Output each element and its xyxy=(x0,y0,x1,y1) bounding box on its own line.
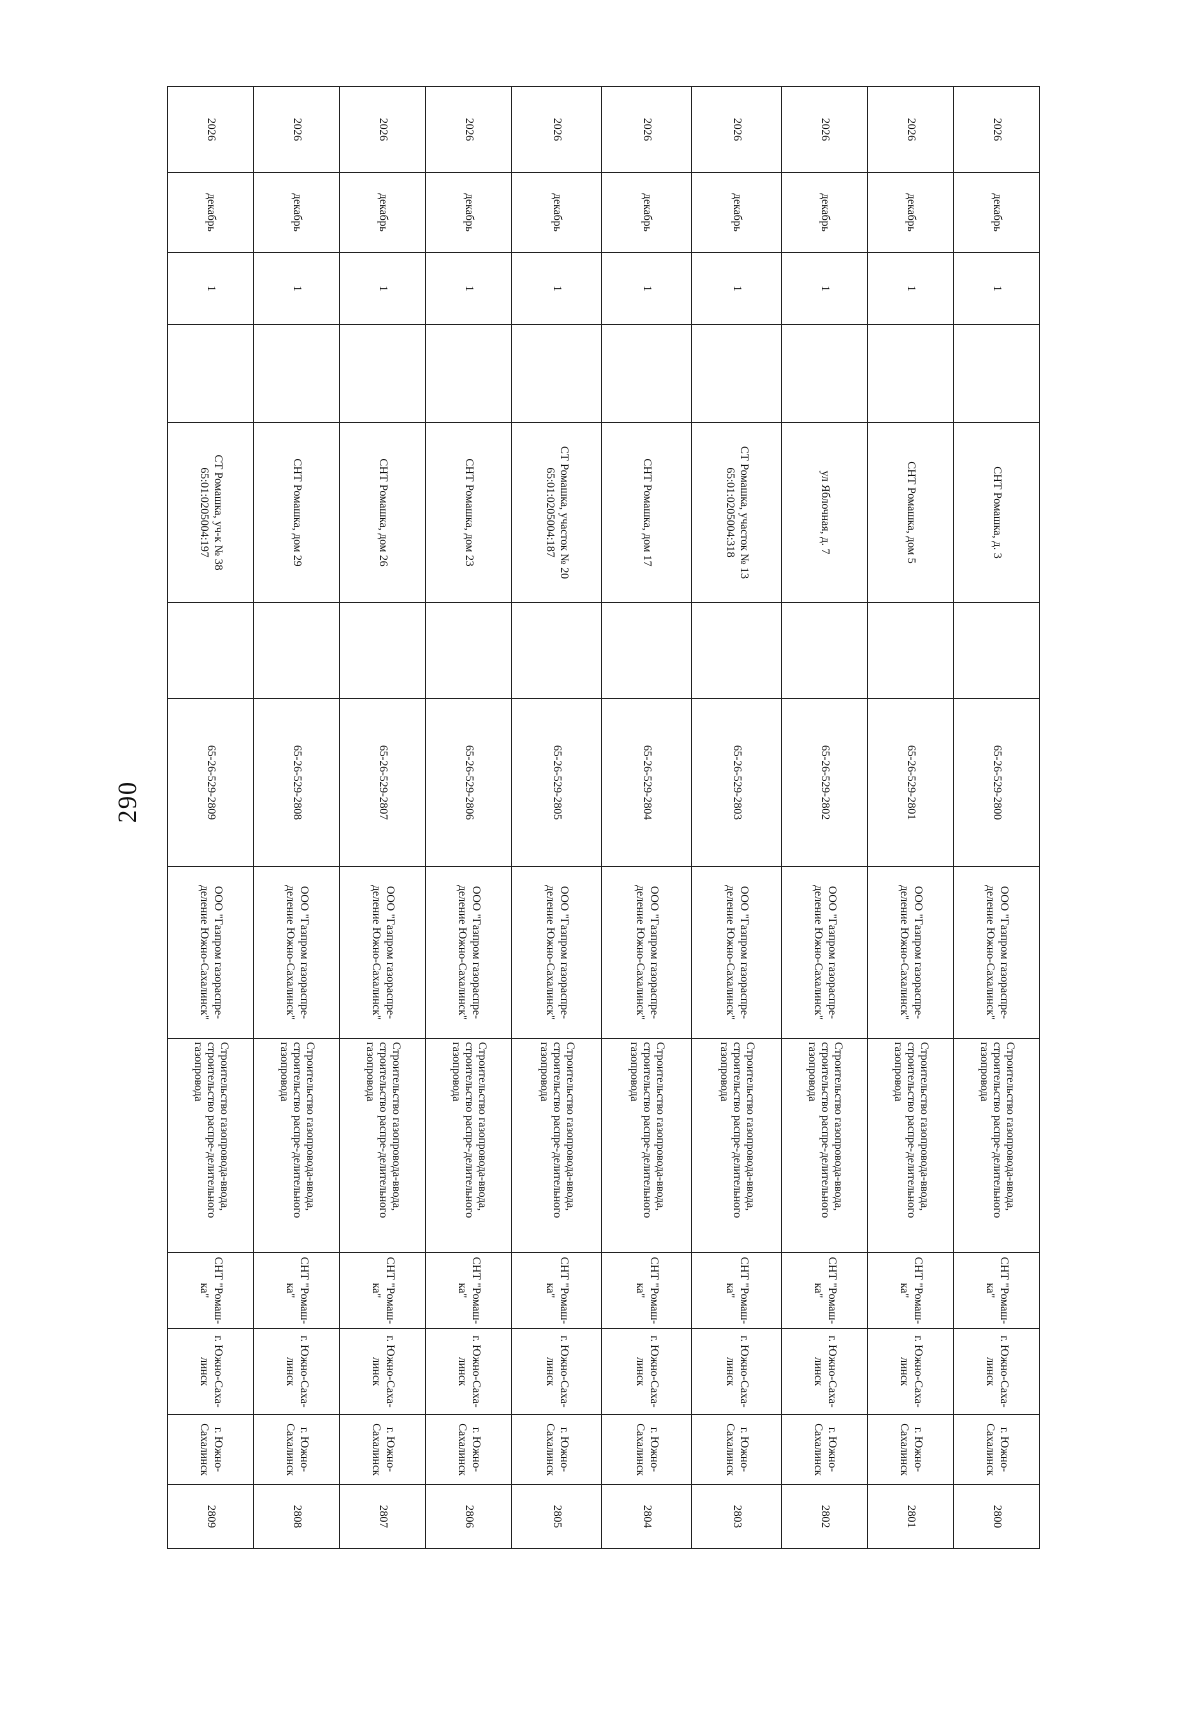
locality-cell: г. Южно-Саха-линск xyxy=(340,1329,426,1415)
district-cell: г. Южно-Сахалинск xyxy=(692,1415,782,1485)
code-cell: 65-26-529-2801 xyxy=(868,699,954,867)
locality-cell: г. Южно-Саха-линск xyxy=(168,1329,254,1415)
district-cell: г. Южно-Сахалинск xyxy=(782,1415,868,1485)
district-cell: г. Южно-Сахалинск xyxy=(602,1415,692,1485)
extra-cell xyxy=(168,325,254,423)
description-cell: Строительство газопровода-ввода, строительство распре-делительного газопровода xyxy=(512,1039,602,1253)
month-cell: декабрь xyxy=(512,173,602,253)
table-row xyxy=(782,87,868,1549)
organization-cell: ООО "Газпром газораспре-деление Южно-Сахалинск" xyxy=(954,867,1040,1039)
address-cell: СНТ Ромашка, дом 29 xyxy=(254,423,340,603)
row-number-cell: 2801 xyxy=(868,1485,954,1549)
count-cell: 1 xyxy=(340,253,426,325)
code-cell: 65-26-529-2808 xyxy=(254,699,340,867)
locality-cell: г. Южно-Саха-линск xyxy=(954,1329,1040,1415)
object-cell: СНТ "Ромаш-ка" xyxy=(602,1253,692,1329)
organization-cell: ООО "Газпром газораспре-деление Южно-Сахалинск" xyxy=(692,867,782,1039)
object-cell: СНТ "Ромаш-ка" xyxy=(340,1253,426,1329)
count-cell: 1 xyxy=(254,253,340,325)
address-cell: СНТ Ромашка, дом 17 xyxy=(602,423,692,603)
district-cell: г. Южно-Сахалинск xyxy=(168,1415,254,1485)
count-cell: 1 xyxy=(954,253,1040,325)
table-row xyxy=(868,87,954,1549)
year-cell: 2026 xyxy=(340,87,426,173)
address-cell: СНТ Ромашка, д. 3 xyxy=(954,423,1040,603)
month-cell: декабрь xyxy=(602,173,692,253)
address-cell: СНТ Ромашка, дом 23 xyxy=(426,423,512,603)
object-cell: СНТ "Ромаш-ка" xyxy=(426,1253,512,1329)
month-cell: декабрь xyxy=(954,173,1040,253)
year-cell: 2026 xyxy=(602,87,692,173)
extra-cell xyxy=(426,325,512,423)
code-cell: 65-26-529-2805 xyxy=(512,699,602,867)
description-cell: Строительство газопровода-ввода, строительство распре-делительного газопровода xyxy=(168,1039,254,1253)
district-cell: г. Южно-Сахалинск xyxy=(512,1415,602,1485)
year-cell: 2026 xyxy=(168,87,254,173)
extra-cell xyxy=(868,325,954,423)
object-cell: СНТ "Ромаш-ка" xyxy=(782,1253,868,1329)
table-row xyxy=(426,87,512,1549)
code-cell: 65-26-529-2800 xyxy=(954,699,1040,867)
description-cell: Строительство газопровода-ввода, строительство распре-делительного газопровода xyxy=(340,1039,426,1253)
district-cell: г. Южно-Сахалинск xyxy=(954,1415,1040,1485)
row-number-cell: 2802 xyxy=(782,1485,868,1549)
gas-connection-table xyxy=(167,86,1040,1549)
document-table-wrapper xyxy=(176,86,1040,1548)
organization-cell: ООО "Газпром газораспре-деление Южно-Сахалинск" xyxy=(340,867,426,1039)
count-cell: 1 xyxy=(426,253,512,325)
locality-cell: г. Южно-Саха-линск xyxy=(254,1329,340,1415)
address-cell: ул Яблочная, д. 7 xyxy=(782,423,868,603)
blank-cell xyxy=(602,603,692,699)
address-cell: СНТ Ромашка, дом 26 xyxy=(340,423,426,603)
locality-cell: г. Южно-Саха-линск xyxy=(512,1329,602,1415)
code-cell: 65-26-529-2803 xyxy=(692,699,782,867)
address-cell: СТ Ромашка, участок № 20 65:01:0205004:187 xyxy=(512,423,602,603)
table-row xyxy=(168,87,254,1549)
extra-cell xyxy=(692,325,782,423)
extra-cell xyxy=(340,325,426,423)
organization-cell: ООО "Газпром газораспре-деление Южно-Сахалинск" xyxy=(426,867,512,1039)
blank-cell xyxy=(254,603,340,699)
year-cell: 2026 xyxy=(254,87,340,173)
year-cell: 2026 xyxy=(426,87,512,173)
locality-cell: г. Южно-Саха-линск xyxy=(868,1329,954,1415)
address-cell: СНТ Ромашка, дом 5 xyxy=(868,423,954,603)
month-cell: декабрь xyxy=(868,173,954,253)
year-cell: 2026 xyxy=(512,87,602,173)
blank-cell xyxy=(426,603,512,699)
month-cell: декабрь xyxy=(168,173,254,253)
organization-cell: ООО "Газпром газораспре-деление Южно-Сахалинск" xyxy=(254,867,340,1039)
count-cell: 1 xyxy=(168,253,254,325)
code-cell: 65-26-529-2807 xyxy=(340,699,426,867)
blank-cell xyxy=(868,603,954,699)
object-cell: СНТ "Ромаш-ка" xyxy=(692,1253,782,1329)
description-cell: Строительство газопровода-ввода, строительство распре-делительного газопровода xyxy=(692,1039,782,1253)
code-cell: 65-26-529-2809 xyxy=(168,699,254,867)
table-row xyxy=(602,87,692,1549)
table-row xyxy=(512,87,602,1549)
object-cell: СНТ "Ромаш-ка" xyxy=(254,1253,340,1329)
month-cell: декабрь xyxy=(782,173,868,253)
organization-cell: ООО "Газпром газораспре-деление Южно-Сахалинск" xyxy=(782,867,868,1039)
count-cell: 1 xyxy=(692,253,782,325)
month-cell: декабрь xyxy=(340,173,426,253)
organization-cell: ООО "Газпром газораспре-деление Южно-Сахалинск" xyxy=(168,867,254,1039)
blank-cell xyxy=(954,603,1040,699)
table-row xyxy=(254,87,340,1549)
blank-cell xyxy=(782,603,868,699)
row-number-cell: 2807 xyxy=(340,1485,426,1549)
district-cell: г. Южно-Сахалинск xyxy=(868,1415,954,1485)
year-cell: 2026 xyxy=(692,87,782,173)
locality-cell: г. Южно-Саха-линск xyxy=(782,1329,868,1415)
description-cell: Строительство газопровода-ввода, строительство распре-делительного газопровода xyxy=(254,1039,340,1253)
row-number-cell: 2800 xyxy=(954,1485,1040,1549)
blank-cell xyxy=(512,603,602,699)
object-cell: СНТ "Ромаш-ка" xyxy=(954,1253,1040,1329)
description-cell: Строительство газопровода-ввода, строительство распре-делительного газопровода xyxy=(868,1039,954,1253)
district-cell: г. Южно-Сахалинск xyxy=(340,1415,426,1485)
extra-cell xyxy=(512,325,602,423)
count-cell: 1 xyxy=(868,253,954,325)
extra-cell xyxy=(254,325,340,423)
code-cell: 65-26-529-2804 xyxy=(602,699,692,867)
object-cell: СНТ "Ромаш-ка" xyxy=(168,1253,254,1329)
table-row xyxy=(340,87,426,1549)
description-cell: Строительство газопровода-ввода, строительство распре-делительного газопровода xyxy=(602,1039,692,1253)
year-cell: 2026 xyxy=(954,87,1040,173)
year-cell: 2026 xyxy=(868,87,954,173)
address-cell: СТ Ромашка, участок № 13 65:01:0205004:318 xyxy=(692,423,782,603)
extra-cell xyxy=(782,325,868,423)
extra-cell xyxy=(954,325,1040,423)
count-cell: 1 xyxy=(602,253,692,325)
object-cell: СНТ "Ромаш-ка" xyxy=(512,1253,602,1329)
table-row xyxy=(954,87,1040,1549)
organization-cell: ООО "Газпром газораспре-деление Южно-Сахалинск" xyxy=(512,867,602,1039)
page-number: 290 xyxy=(113,781,142,823)
extra-cell xyxy=(602,325,692,423)
blank-cell xyxy=(168,603,254,699)
address-cell: СТ Ромашка, уч-к № 38 65:01:0205004:197 xyxy=(168,423,254,603)
count-cell: 1 xyxy=(512,253,602,325)
object-cell: СНТ "Ромаш-ка" xyxy=(868,1253,954,1329)
locality-cell: г. Южно-Саха-линск xyxy=(602,1329,692,1415)
locality-cell: г. Южно-Саха-линск xyxy=(692,1329,782,1415)
row-number-cell: 2803 xyxy=(692,1485,782,1549)
row-number-cell: 2804 xyxy=(602,1485,692,1549)
organization-cell: ООО "Газпром газораспре-деление Южно-Сахалинск" xyxy=(602,867,692,1039)
district-cell: г. Южно-Сахалинск xyxy=(426,1415,512,1485)
locality-cell: г. Южно-Саха-линск xyxy=(426,1329,512,1415)
code-cell: 65-26-529-2802 xyxy=(782,699,868,867)
row-number-cell: 2808 xyxy=(254,1485,340,1549)
year-cell: 2026 xyxy=(782,87,868,173)
blank-cell xyxy=(340,603,426,699)
count-cell: 1 xyxy=(782,253,868,325)
row-number-cell: 2806 xyxy=(426,1485,512,1549)
district-cell: г. Южно-Сахалинск xyxy=(254,1415,340,1485)
description-cell: Строительство газопровода-ввода, строительство распре-делительного газопровода xyxy=(954,1039,1040,1253)
description-cell: Строительство газопровода-ввода, строительство распре-делительного газопровода xyxy=(782,1039,868,1253)
row-number-cell: 2809 xyxy=(168,1485,254,1549)
blank-cell xyxy=(692,603,782,699)
description-cell: Строительство газопровода-ввода, строительство распре-делительного газопровода xyxy=(426,1039,512,1253)
row-number-cell: 2805 xyxy=(512,1485,602,1549)
code-cell: 65-26-529-2806 xyxy=(426,699,512,867)
month-cell: декабрь xyxy=(692,173,782,253)
month-cell: декабрь xyxy=(426,173,512,253)
month-cell: декабрь xyxy=(254,173,340,253)
table-row xyxy=(692,87,782,1549)
organization-cell: ООО "Газпром газораспре-деление Южно-Сахалинск" xyxy=(868,867,954,1039)
